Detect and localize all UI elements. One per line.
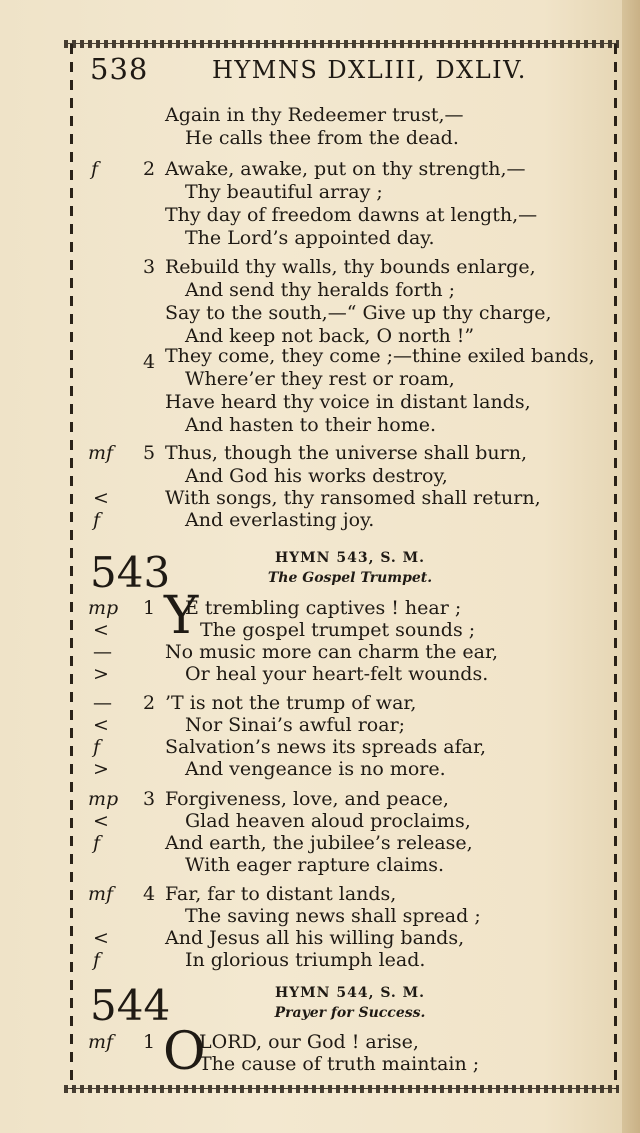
- verse-line: E trembling captives ! hear ;: [185, 597, 462, 619]
- verse-line: ’T is not the trump of war,: [165, 692, 417, 714]
- verse-line: No music more can charm the ear,: [165, 641, 499, 663]
- verse-line: Thy beautiful array ;: [185, 181, 383, 203]
- verse-line: The cause of truth maintain ;: [199, 1053, 480, 1075]
- verse-number: 3: [143, 256, 156, 278]
- dynamic-mark: f: [93, 736, 101, 758]
- verse-line: They come, they come ;—thine exiled bands,: [165, 345, 595, 367]
- verse-line: Thus, though the universe shall burn,: [165, 442, 528, 464]
- page-number: 538: [90, 52, 149, 86]
- verse-line: Awake, awake, put on thy strength,—: [165, 158, 526, 180]
- verse-line: LORD, our God ! arise,: [199, 1031, 419, 1053]
- verse-line: And keep not back, O north !”: [185, 325, 475, 347]
- dynamic-mark: <: [93, 927, 109, 949]
- verse-number: 5: [143, 442, 156, 464]
- hymn-title: HYMN 543, S. M.: [274, 550, 426, 566]
- verse-number: 3: [143, 788, 156, 810]
- verse-line: Again in thy Redeemer trust,—: [165, 104, 464, 126]
- verse-line: Glad heaven aloud proclaims,: [185, 810, 471, 832]
- dynamic-mark: <: [93, 714, 109, 736]
- dynamic-mark: —: [93, 692, 112, 714]
- verse-line: Thy day of freedom dawns at length,—: [165, 204, 538, 226]
- hymn-number-large: 543: [90, 548, 171, 597]
- verse-line: Far, far to distant lands,: [165, 883, 397, 905]
- verse-line: The saving news shall spread ;: [185, 905, 481, 927]
- dynamic-mark: >: [93, 758, 109, 780]
- verse-line: Nor Sinai’s awful roar;: [185, 714, 406, 736]
- dynamic-mark: >: [93, 663, 109, 685]
- verse-line: And God his works destroy,: [185, 465, 448, 487]
- dynamic-mark: <: [93, 810, 109, 832]
- dynamic-mark: f: [93, 832, 101, 854]
- verse-line: Say to the south,—“ Give up thy charge,: [165, 302, 552, 324]
- verse-line: Salvation’s news its spreads afar,: [165, 736, 486, 758]
- verse-line: In glorious triumph lead.: [185, 949, 426, 971]
- dynamic-mark: <: [93, 619, 109, 641]
- verse-number: 4: [143, 883, 156, 905]
- verse-line: And everlasting joy.: [185, 509, 375, 531]
- verse-number: 1: [143, 597, 156, 619]
- drop-cap: Y: [164, 586, 199, 646]
- dynamic-mark: f: [91, 158, 99, 180]
- hymn-number-large: 544: [90, 981, 171, 1030]
- verse-line: Or heal your heart-felt wounds.: [185, 663, 489, 685]
- hymn-title: HYMN 544, S. M.: [274, 985, 426, 1001]
- verse-line: And hasten to their home.: [185, 414, 437, 436]
- verse-line: The gospel trumpet sounds ;: [200, 619, 476, 641]
- verse-line: He calls thee from the dead.: [185, 127, 459, 149]
- dynamic-mark: mp: [88, 597, 119, 619]
- verse-line: With eager rapture claims.: [185, 854, 445, 876]
- bottom-border-rule: [64, 1085, 619, 1093]
- verse-line: With songs, thy ransomed shall return,: [165, 487, 541, 509]
- dynamic-mark: <: [93, 487, 109, 509]
- verse-number: 1: [143, 1031, 156, 1053]
- verse-line: And earth, the jubilee’s release,: [165, 832, 473, 854]
- verse-line: And Jesus all his willing bands,: [165, 927, 465, 949]
- running-head: HYMNS DXLIII, DXLIV.: [212, 56, 527, 84]
- verse-line: Rebuild thy walls, thy bounds enlarge,: [165, 256, 536, 278]
- verse-line: Forgiveness, love, and peace,: [165, 788, 449, 810]
- dynamic-mark: mf: [88, 1031, 114, 1053]
- right-border-rule: [614, 44, 617, 1089]
- drop-cap: O: [163, 1022, 206, 1082]
- hymn-subtitle: The Gospel Trumpet.: [267, 570, 433, 586]
- left-border-rule: [70, 44, 73, 1089]
- dynamic-mark: mf: [88, 883, 114, 905]
- top-border-rule: [64, 40, 619, 48]
- dynamic-mark: f: [93, 949, 101, 971]
- dynamic-mark: mf: [88, 442, 114, 464]
- book-spine: [622, 0, 640, 1133]
- dynamic-mark: —: [93, 641, 112, 663]
- verse-line: The Lord’s appointed day.: [185, 227, 435, 249]
- dynamic-mark: f: [93, 509, 101, 531]
- verse-number: 2: [143, 692, 156, 714]
- verse-line: Where’er they rest or roam,: [185, 368, 455, 390]
- verse-line: Have heard thy voice in distant lands,: [165, 391, 531, 413]
- verse-line: And send thy heralds forth ;: [185, 279, 456, 301]
- verse-number: 2: [143, 158, 156, 180]
- dynamic-mark: mp: [88, 788, 119, 810]
- verse-line: And vengeance is no more.: [185, 758, 446, 780]
- verse-number: 4: [143, 351, 156, 373]
- hymn-subtitle: Prayer for Success.: [274, 1005, 426, 1021]
